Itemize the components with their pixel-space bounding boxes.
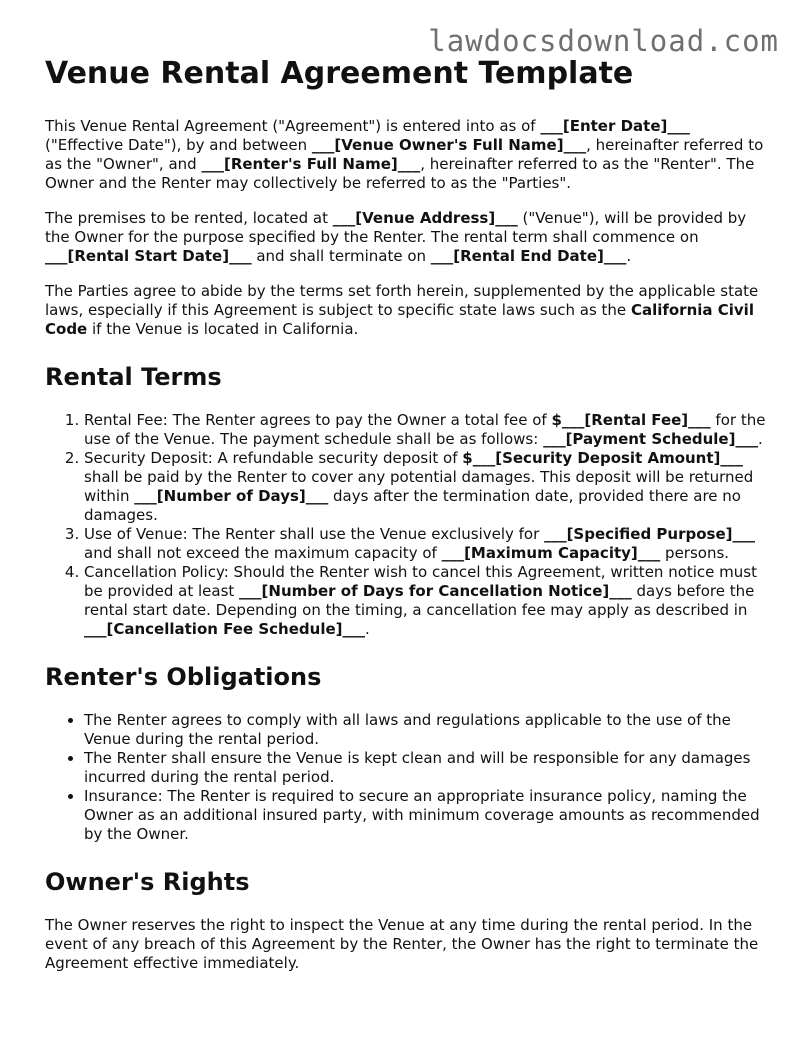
rental-start-date-field: ___[Rental Start Date]___	[45, 247, 252, 265]
security-deposit-field: $___[Security Deposit Amount]___	[462, 449, 743, 467]
owner-name-field: ___[Venue Owner's Full Name]___	[311, 136, 587, 154]
list-item: • The Renter agrees to comply with all laws and regulations applicable to the use of the Venue during the rental period.	[84, 711, 770, 749]
rental-fee-field: $___[Rental Fee]___	[551, 411, 711, 429]
laws-text: The Parties agree to abide by the terms set forth herein, supplemented by the applicable state laws, especially if this Agreement is subject to specific state laws such as the	[45, 282, 759, 319]
list-item-text: days before the rental start date. Depending on the timing, a cancellation fee may apply as described in	[84, 582, 755, 619]
civil-code-reference: California Civil Code	[45, 301, 754, 338]
renter-name-field: ___[Renter's Full Name]___	[201, 155, 421, 173]
owner-rights-paragraph: The Owner reserves the right to inspect the Venue at any time during the rental period. In the event of any breach of this Agreement by the Renter, the Owner has the right to terminate the Agreement effective immediately.	[45, 916, 759, 972]
intro-paragraph-premises	[45, 209, 770, 266]
list-item-text: Security Deposit: A refundable security deposit of	[84, 449, 463, 467]
laws-text: if the Venue is located in California.	[87, 320, 359, 338]
list-item: • Insurance: The Renter is required to secure an appropriate insurance policy, naming the Owner as an additional insured party, with minimum coverage amounts as recommended by the Owner.	[84, 787, 770, 844]
list-item-text: for the use of the Venue. The payment schedule shall be as follows:	[84, 411, 766, 448]
intro-paragraph-laws	[45, 282, 770, 339]
premises-text: The premises to be rented, located at	[45, 209, 333, 227]
renter-obligations-list	[45, 711, 770, 844]
list-item-text: .	[365, 620, 370, 638]
list-item-text: persons.	[660, 544, 730, 562]
specified-purpose-field: ___[Specified Purpose]___	[544, 525, 755, 543]
intro-text: , hereinafter referred to as the "Renter". The Owner and the Renter may collectively be referred to as the "Parties".	[45, 155, 755, 192]
list-item-text: Cancellation Policy: Should the Renter wish to cancel this Agreement, written notice must be provided at least	[84, 563, 757, 600]
rental-terms-list	[45, 411, 770, 639]
intro-text: , hereinafter referred to as the "Owner", and	[45, 136, 764, 173]
document-title: Venue Rental Agreement Template	[45, 56, 634, 91]
intro-text: This Venue Rental Agreement ("Agreement") is entered into as of	[45, 117, 541, 135]
payment-schedule-field: ___[Payment Schedule]___	[543, 430, 758, 448]
list-item: • The Renter shall ensure the Venue is kept clean and will be responsible for any damages incurred during the rental period.	[84, 749, 770, 787]
intro-paragraph-parties	[45, 117, 770, 193]
renter-obligations-heading: Renter's Obligations	[45, 663, 322, 691]
list-item-text: Rental Fee: The Renter agrees to pay the Owner a total fee of	[84, 411, 552, 429]
number-of-days-field: ___[Number of Days]___	[134, 487, 329, 505]
list-item-text: days after the termination date, provided there are no damages.	[84, 487, 741, 524]
document-body	[45, 52, 770, 989]
list-item-text: .	[757, 430, 763, 448]
cancellation-fee-schedule-field: ___[Cancellation Fee Schedule]___	[84, 620, 365, 638]
rental-terms-heading: Rental Terms	[45, 363, 222, 391]
cancellation-notice-field: ___[Number of Days for Cancellation Notice]___	[239, 582, 632, 600]
venue-address-field: ___[Venue Address]___	[332, 209, 518, 227]
list-item-text: and shall not exceed the maximum capacity of	[84, 544, 442, 562]
list-item-text: shall be paid by the Renter to cover any potential damages. This deposit will be returned within	[84, 468, 754, 505]
watermark: lawdocsdownload.com	[428, 24, 779, 58]
list-item-text: Use of Venue: The Renter shall use the Venue exclusively for	[84, 525, 545, 543]
use-of-venue-item	[84, 525, 770, 563]
premises-text: ("Venue"), will be provided by the Owner for the purpose specified by the Renter. The rental term shall commence on	[45, 209, 747, 246]
rental-end-date-field: ___[Rental End Date]___	[430, 247, 627, 265]
security-deposit-item	[84, 449, 770, 525]
maximum-capacity-field: ___[Maximum Capacity]___	[441, 544, 661, 562]
premises-text: and shall terminate on	[251, 247, 431, 265]
cancellation-policy-item	[84, 563, 770, 639]
effective-date-field: ___[Enter Date]___	[540, 117, 690, 135]
owner-rights-heading: Owner's Rights	[45, 868, 250, 896]
premises-text: .	[626, 247, 632, 265]
rental-fee-item	[84, 411, 770, 449]
intro-text: ("Effective Date"), by and between	[45, 136, 312, 154]
